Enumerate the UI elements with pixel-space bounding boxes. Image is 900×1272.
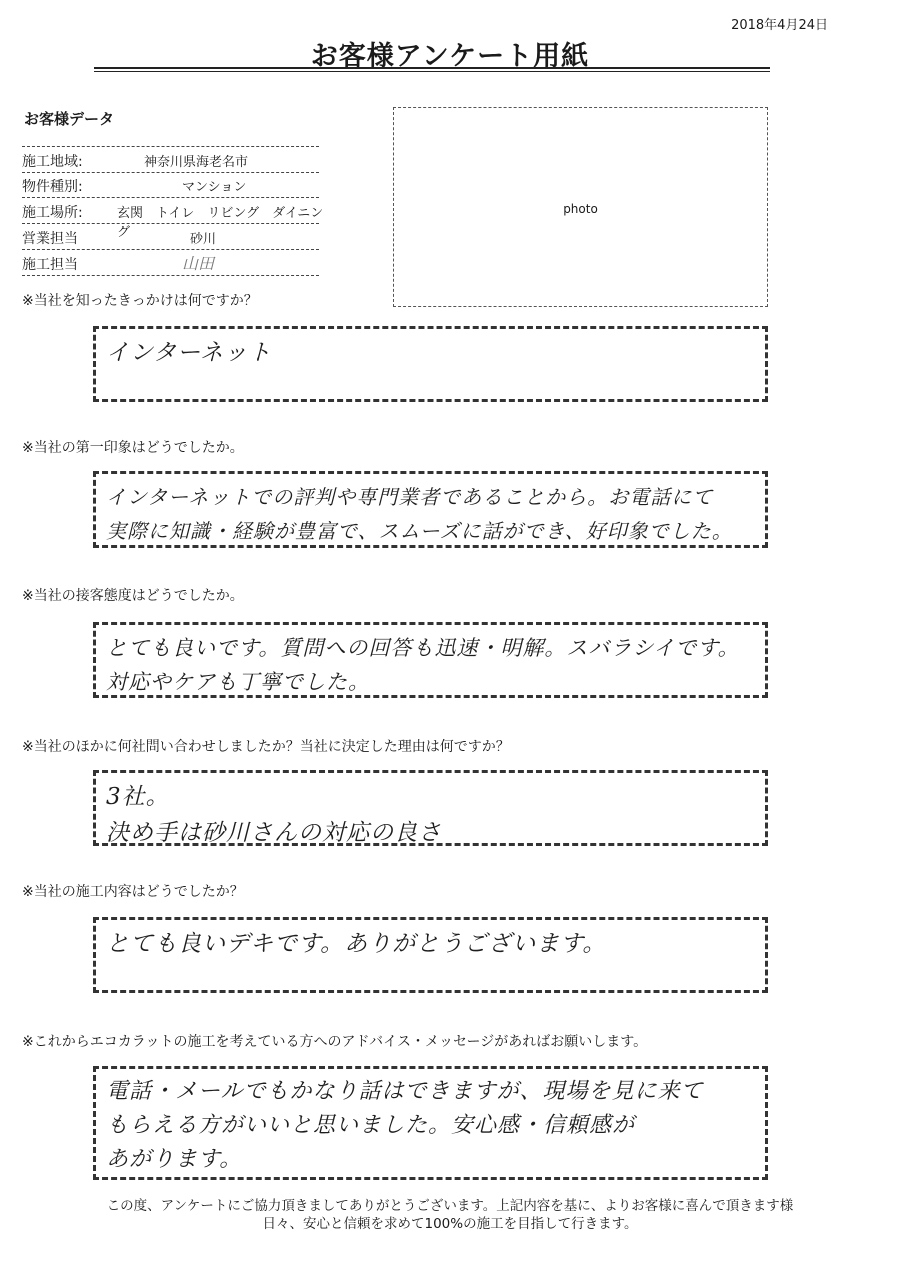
answer-6: 電話・メールでもかなり話はできますが、現場を見に来て もらえる方がいいと思いました。安心感・信頼感が あがります。	[106, 1079, 704, 1172]
answer-box-5	[93, 917, 768, 993]
data-row-area	[22, 146, 319, 173]
answer-5: とても良いデキです。ありがとうございます。	[106, 931, 607, 957]
data-value: 山田	[182, 254, 215, 273]
answer-box-3	[93, 622, 768, 698]
data-row-property-type	[22, 172, 319, 198]
answer-box-2	[93, 471, 768, 548]
data-label: 営業担当	[22, 231, 78, 247]
customer-data-heading: お客様データ	[24, 110, 115, 128]
question-3: ※当社の接客態度はどうでしたか。	[22, 588, 244, 604]
title-underline-thin	[94, 71, 770, 72]
survey-date: 2018年4月24日	[731, 18, 828, 33]
data-label: 施工担当	[22, 257, 78, 273]
question-5: ※当社の施工内容はどうでしたか？	[22, 884, 244, 900]
data-row-sales-rep	[22, 224, 319, 250]
question-6: ※これからエコカラットの施工を考えている方へのアドバイス・メッセージがあればお願いします。	[22, 1034, 648, 1050]
data-value: 玄関 トイレ リビング ダイニング	[117, 206, 324, 240]
question-2: ※当社の第一印象はどうでしたか。	[22, 440, 244, 456]
photo-label: photo	[563, 202, 598, 216]
data-label: 施工場所:	[22, 205, 83, 221]
data-row-installer	[22, 250, 319, 276]
answer-4: 3社。 決め手は砂川さんの対応の良さ	[106, 784, 442, 846]
data-value: 神奈川県海老名市	[144, 155, 249, 170]
photo-placeholder	[393, 107, 768, 307]
question-1: ※当社を知ったきっかけは何ですか？	[22, 293, 258, 309]
answer-3: とても良いです。質問への回答も迅速・明解。スバラシイです。 対応やケアも丁寧でした。	[106, 636, 740, 694]
title-underline	[94, 67, 770, 69]
answer-box-6	[93, 1066, 768, 1180]
page-title: お客様アンケート用紙	[310, 41, 590, 72]
footer-message-line-1: この度、アンケートにご協力頂きましてありがとうございます。上記内容を基に、よりお客様に喜んで頂きます様	[106, 1198, 794, 1214]
data-value: 砂川	[190, 232, 217, 247]
answer-2: インターネットでの評判や専門業者であることから。お電話にて 実際に知識・経験が豊富で、スムーズに話ができ、好印象でした。	[106, 485, 733, 543]
data-label: 施工地域:	[22, 154, 83, 170]
answer-1: インターネット	[106, 340, 272, 366]
answer-box-1	[93, 326, 768, 402]
data-label: 物件種別:	[22, 179, 83, 195]
data-value: マンション	[182, 180, 247, 195]
footer-message-line-2: 日々、安心と信頼を求めて100%の施工を目指して行きます。	[262, 1216, 638, 1232]
answer-box-4	[93, 770, 768, 846]
question-4: ※当社のほかに何社問い合わせしましたか？当社に決定した理由は何ですか？	[22, 739, 510, 755]
